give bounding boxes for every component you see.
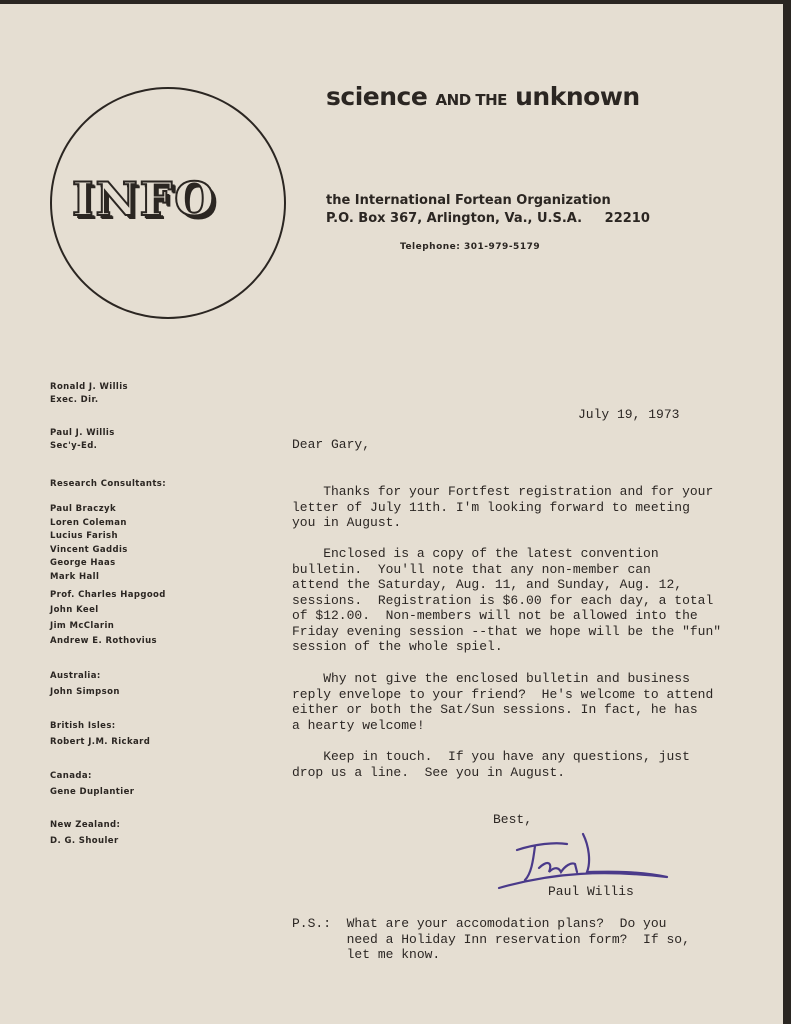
- telephone: Telephone: 301-979-5179: [400, 242, 541, 252]
- consultants-heading: Research Consultants:: [50, 479, 167, 489]
- consultant: Vincent Gaddis: [50, 544, 128, 555]
- officer-name: Paul J. Willis: [50, 428, 115, 438]
- signer-name: Paul Willis: [548, 884, 634, 899]
- paragraph: Keep in touch. If you have any questions, just drop us a line. See you in August.: [292, 749, 690, 780]
- officer: [50, 427, 115, 453]
- org-address: P.O. Box 367, Arlington, Va., U.S.A. 22210: [326, 211, 650, 226]
- letterhead-title: [326, 82, 640, 111]
- consultant: Mark Hall: [50, 571, 100, 582]
- officer-title: Exec. Dir.: [50, 395, 99, 405]
- region: [50, 817, 120, 849]
- consultant: Andrew E. Rothovius: [50, 636, 157, 647]
- region-name: Robert J.M. Rickard: [50, 737, 151, 747]
- consultant: Loren Coleman: [50, 517, 127, 528]
- region: [50, 668, 120, 700]
- region: [50, 718, 150, 750]
- region-label: Canada:: [50, 771, 92, 781]
- title-and-the: AND THE: [435, 91, 507, 109]
- letter-date: July 19, 1973: [578, 407, 680, 422]
- postscript: P.S.: What are your accomodation plans? Do you need a Holiday Inn reservation form? If so, let me know.: [292, 916, 690, 962]
- consultant: John Keel: [50, 605, 99, 616]
- officer: [50, 381, 128, 407]
- region-name: John Simpson: [50, 687, 120, 697]
- consultant: Jim McClarin: [50, 620, 115, 631]
- consultant: Lucius Farish: [50, 531, 118, 542]
- salutation: Dear Gary,: [292, 437, 371, 452]
- region-name: Gene Duplantier: [50, 787, 135, 797]
- org-name: the International Fortean Organization: [326, 193, 611, 208]
- officer-name: Ronald J. Willis: [50, 382, 128, 392]
- region-label: Australia:: [50, 671, 101, 681]
- officer-title: Sec'y-Ed.: [50, 441, 98, 451]
- paragraph: Why not give the enclosed bulletin and business reply envelope to your friend? He's welcome to attend either or both the Sat/Sun sessions. In fact, he has a hearty welcome!: [292, 671, 714, 733]
- title-unknown: unknown: [515, 82, 640, 111]
- paragraph: Enclosed is a copy of the latest convention bulletin. You'll note that any non-member can attend the Saturday, Aug. 11, and Sunday, Aug. 12, sessions. Registration is $6.00 for each day, a total of $12.00. Non-members will not be allowed into the Friday evening session --that we hope will be the "fun" session of the whole spiel.: [292, 546, 722, 654]
- region: [50, 768, 134, 800]
- letter-page: [0, 4, 783, 1024]
- consultant: Paul Braczyk: [50, 504, 117, 514]
- org-block: [326, 192, 650, 228]
- info-logo: INFO: [72, 172, 217, 226]
- region-label: New Zealand:: [50, 820, 121, 830]
- paragraph: Thanks for your Fortfest registration and for your letter of July 11th. I'm looking forward to meeting you in August.: [292, 484, 714, 530]
- title-science: science: [326, 82, 428, 111]
- region-name: D. G. Shouler: [50, 836, 119, 846]
- region-label: British Isles:: [50, 721, 116, 731]
- closing: Best,: [493, 812, 533, 827]
- consultants-list: [50, 503, 166, 649]
- consultant: George Haas: [50, 558, 116, 569]
- consultant: Prof. Charles Hapgood: [50, 589, 166, 600]
